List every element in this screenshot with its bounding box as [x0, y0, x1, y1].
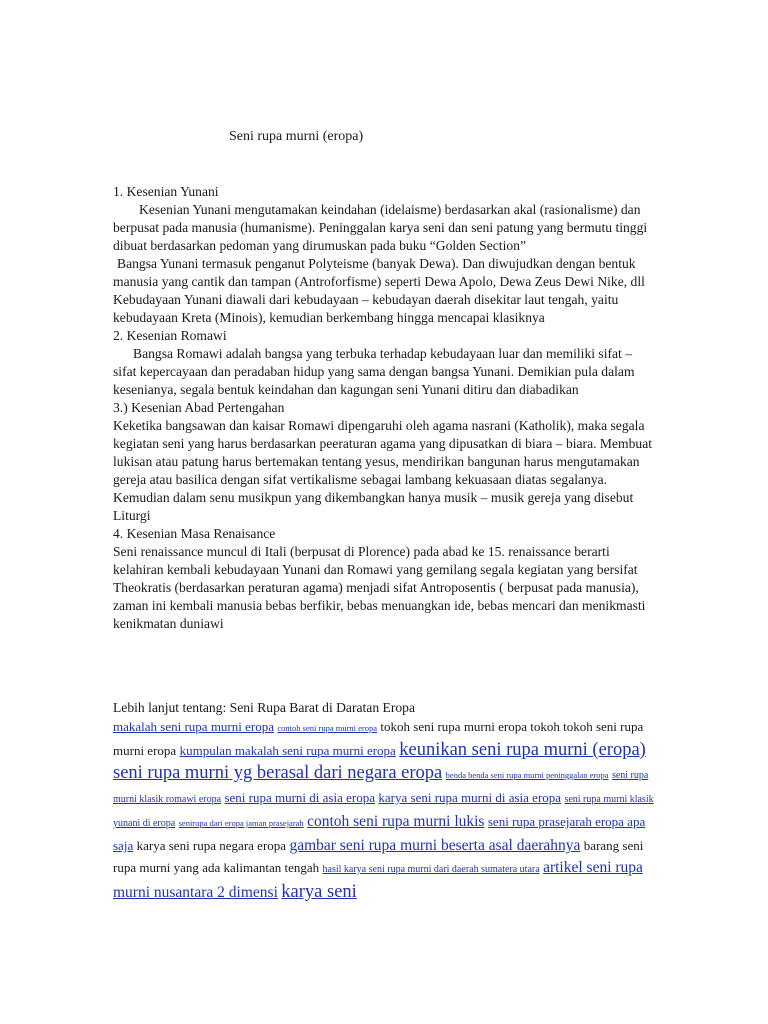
paragraph: Kesenian Yunani mengutamakan keindahan (idelaisme) berdasarkan akal (rasionalisme) dan berpusat pada manusia (humanisme). Peninggalan karya seni dan seni patung yang bermutu tinggi dibuat berdasarkan pedoman yang dirumuskan pada buku “Golden Section” [113, 202, 648, 253]
tag-link[interactable]: seni rupa murni di asia eropa [224, 790, 375, 805]
section-heading: 2. Kesenian Romawi [113, 328, 227, 343]
related-tags [113, 716, 658, 904]
paragraph: Kebudayaan Yunani diawali dari kebudayaan – kebudayan daerah disekitar laut tengah, yaitu kebudayaan Kreta (Minois), kemudian berkembang hingga mencapai klasiknya [113, 292, 619, 325]
tag-text: tokoh seni rupa murni eropa tokoh tokoh seni rupa murni eropa [113, 719, 644, 758]
tag-link[interactable]: seni rupa murni yg berasal dari negara eropa [113, 763, 443, 783]
paragraph: Seni renaissance muncul di Itali (berpusat di Plorence) pada abad ke 15. renaissance berarti kelahiran kembali kebudayaan Yunani dan Romawi yang gemilang segala kegiatan yang bersifat Theokratis (berdasarkan peraturan agama) menjadi sifat Antroposentis ( berpusat pada manusia), zaman ini kembali manusia bebas berfikir, bebas menuangkan ide, bebas mencari dan menikmasti kenikmatan duniawi [113, 544, 646, 631]
tag-link[interactable]: contoh seni rupa murni eropa [277, 723, 378, 733]
tag-link[interactable]: makalah seni rupa murni eropa [113, 719, 274, 734]
tag-link[interactable]: keunikan seni rupa murni (eropa) [399, 740, 646, 760]
section-heading: 3.) Kesenian Abad Pertengahan [113, 400, 285, 415]
tag-text: barang seni rupa murni yang ada kalimantan tengah [113, 838, 644, 875]
tag-link[interactable]: senirupa dari eropa jaman prasejarah [178, 818, 304, 828]
tag-link[interactable]: contoh seni rupa murni lukis [307, 813, 485, 830]
more-about-label: Lebih lanjut tentang: Seni Rupa Barat di Daratan Eropa [113, 700, 415, 715]
tag-link[interactable]: seni rupa murni klasik romawi eropa [113, 770, 649, 805]
document-body [113, 183, 658, 633]
tag-link[interactable]: benda benda seni rupa murni peninggalan eropa [445, 770, 609, 780]
tag-link[interactable]: hasil karya seni rupa murni dari daerah sumatera utara [322, 864, 540, 875]
tag-link[interactable]: karya seni [281, 882, 357, 902]
tag-link[interactable]: kumpulan makalah seni rupa murni eropa [179, 743, 396, 758]
tag-link[interactable]: seni rupa murni klasik yunani di eropa [113, 794, 654, 829]
tag-link[interactable]: artikel seni rupa murni nusantara 2 dimensi [113, 859, 643, 901]
tag-link[interactable]: gambar seni rupa murni beserta asal daerahnya [289, 837, 581, 854]
section-heading: 1. Kesenian Yunani [113, 184, 219, 199]
section-heading: 4. Kesenian Masa Renaisance [113, 526, 276, 541]
tag-link[interactable]: karya seni rupa murni di asia eropa [378, 790, 562, 805]
tag-link[interactable]: seni rupa prasejarah eropa apa saja [113, 814, 646, 853]
paragraph: Keketika bangsawan dan kaisar Romawi dipengaruhi oleh agama nasrani (Katholik), maka segala kegiatan seni yang harus berdasarkan peeraturan agama yang dipusatkan di biara – biara. Membuat lukisan atau patung harus bertemakan tentang yesus, mendirikan bangunan harus mengutamakan gereja atau basilica dengan sifat vertikalisme sebagai lambang kekuasaan diatas segalanya. Kemudian dalam senu musikpun yang dikembangkan hanya musik – musik gereja yang disebut Liturgi [113, 418, 653, 523]
paragraph: Bangsa Yunani termasuk penganut Polyteisme (banyak Dewa). Dan diwujudkan dengan bentuk manusia yang cantik dan tampan (Antroforfisme) seperti Dewa Apolo, Dewa Zeus Dewi Nike, dll [113, 256, 645, 289]
document-title: Seni rupa murni (eropa) [229, 129, 364, 144]
paragraph: Bangsa Romawi adalah bangsa yang terbuka terhadap kebudayaan luar dan memiliki sifat – sifat kepercayaan dan peradaban hidup yang sama dengan bangsa Yunani. Demikian pula dalam kesenianya, segala bentuk keindahan dan kagungan seni Yunani ditiru dan diabadikan [113, 346, 635, 397]
tag-text: karya seni rupa negara eropa [136, 838, 287, 853]
